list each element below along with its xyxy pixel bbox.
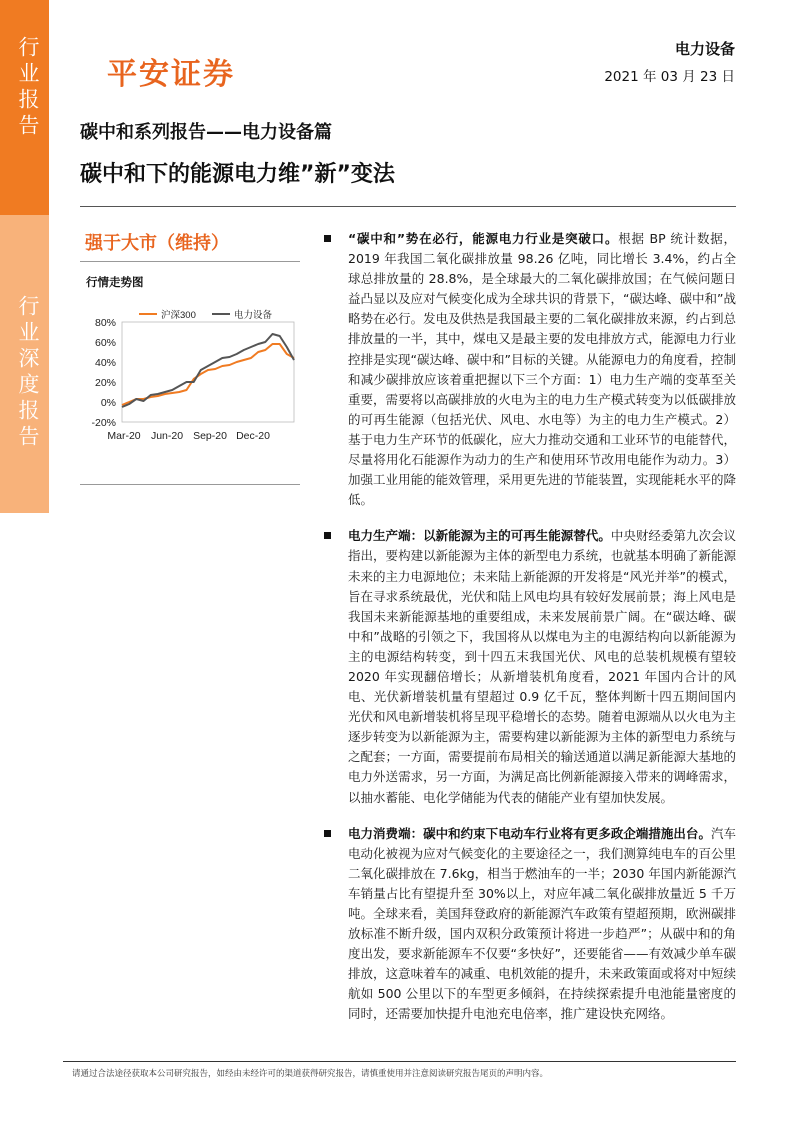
x-tick-label: Dec-20 xyxy=(236,430,270,442)
paragraph-3-lead: 电力消费端：碳中和约束下电动车行业将有更多政企端措施出台。 xyxy=(348,825,711,841)
plot-frame xyxy=(122,322,294,422)
paragraph-1-lead: “碳中和”势在必行，能源电力行业是突破口。 xyxy=(348,231,619,246)
bullet-icon xyxy=(324,830,331,837)
paragraph-3-text: 汽车电动化被视为应对气候变化的主要途径之一，我们测算纯电车的百公里二氧化碳排放在 7.6kg，相当于燃油车的一半；2030 年国内新能源汽车销量占比有望提升至 30%以上，对应年减二氧化碳排放量近 5 千万吨。全球来看，美国拜登政府的新能源汽车政策有望超预期，欧洲碳排放标准不断升级，国内双积分政策预计将进一步趋严”；从碳中和的角度出发，要求新能源车不仅要“多快好”，还要能省——有效减少单车碳排放，这意味着车的减重、电机效能的提升，未来政策面或将对中短续航如 500 公里以下的车型更多倾斜，在持续探索提升电池能量密度的同时，还需要加快提升电池充电倍率，推广建设快充网络。 xyxy=(348,825,736,1022)
rating-divider xyxy=(80,261,300,262)
x-tick-label: Jun-20 xyxy=(150,430,184,442)
legend-label: 沪深300 xyxy=(161,310,196,321)
y-tick-label: 0% xyxy=(100,397,116,409)
footer-disclaimer: 请通过合法途径获取本公司研究报告，如经由未经许可的渠道获得研究报告，请慎重使用并注意阅读研究报告尾页的声明内容。 xyxy=(72,1069,549,1079)
left-column-divider xyxy=(80,484,300,485)
paragraph-2-text: 中央财经委第九次会议指出，要构建以新能源为主体的新型电力系统，也就基本明确了新能源未来的主力电源地位；未来陆上新能源的开发将是“风光并举”的模式，旨在寻求系统最优，光伏和陆上风电均具有较好发展前景；海上风电是我国未来新能源基地的重要组成，未来发展前景广阔。在“碳达峰、碳中和”战略的引领之下，我国将从以煤电为主的电源结构向以新能源为主的电源结构转变，到十四五末我国光伏、风电的总装机规模有望较 2020 年实现翻倍增长；从新增装机角度看，2021 年国内合计的风电、光伏新增装机量有望超过 0.9 亿千瓦，整体判断十四五期间国内光伏和风电新增装机将呈现平稳增长的态势。随着电源端从以火电为主逐步转变为以新能源为主，需要构建以新能源为主体的新型电力系统与之配套；一方面，需要提前布局相关的输送通道以满足新能源大基地的电力外送需求，另一方面，为满足高比例新能源接入带来的调峰需求，以抽水蓄能、电化学储能为代表的储能产业有望加快发展。 xyxy=(348,528,736,805)
y-tick-label: 20% xyxy=(94,377,116,389)
x-tick-label: Mar-20 xyxy=(107,430,141,442)
paragraph-3 xyxy=(321,824,736,1025)
sidebar-bottom-label: 行业深度报告 xyxy=(16,295,40,451)
x-tick-label: Sep-20 xyxy=(193,430,227,442)
y-tick-label: 80% xyxy=(94,317,116,329)
rating-label: 强于大市（维持） xyxy=(85,233,229,254)
industry-label: 电力设备 xyxy=(674,40,735,58)
y-tick-label: -20% xyxy=(91,417,116,429)
company-logo: 平安证券 xyxy=(107,57,235,92)
trend-chart-svg xyxy=(84,300,304,450)
bullet-icon xyxy=(324,235,331,242)
sidebar-top-label: 行业报告 xyxy=(16,36,40,140)
footer-divider xyxy=(63,1061,736,1062)
sidebar-top xyxy=(0,0,49,215)
y-tick-label: 60% xyxy=(94,337,116,349)
title-divider xyxy=(80,206,736,207)
report-date: 2021 年 03 月 23 日 xyxy=(604,69,735,85)
legend-label: 电力设备 xyxy=(234,310,273,321)
chart-title: 行情走势图 xyxy=(86,275,144,289)
bullet-icon xyxy=(324,532,331,539)
paragraph-1 xyxy=(321,229,736,510)
series-title: 碳中和系列报告——电力设备篇 xyxy=(80,122,332,143)
paragraph-2-lead: 电力生产端：以新能源为主的可再生能源替代。 xyxy=(348,528,611,544)
series-line-hs300 xyxy=(122,344,294,405)
paragraph-1-text: 根据 BP 统计数据，2019 年我国二氧化碳排放量 98.26 亿吨，同比增长 3.4%，约占全球总排放量的 28.8%，是全球最大的二氧化碳排放国；在气候问题日益凸显以及应对气候变化成为全球共识的背景下，“碳达峰、碳中和”战略势在必行。发电及供热是我国最主要的二氧化碳排放来源，约占到总排放量的一半，其中，煤电又是最主要的发电排放方式，能源电力行业控排是实现“碳达峰、碳中和”目标的关键。从能源电力的角度看，控制和减少碳排放应该着重把握以下三个方面：1）电力生产端的变革至关重要，需要将以高碳排放的火电为主的电力生产模式转变为以低碳排放的可再生能源（包括光伏、风电、水电等）为主的电力生产模式。2）基于电力生产环节的低碳化，应大力推动交通和工业环节的电能替代，尽量将用化石能源作为动力的生产和使用环节改用电能作为动力。3）加强工业用能的能效管理，采用更先进的节能装置，实现能耗水平的降低。 xyxy=(348,231,737,508)
paragraph-2 xyxy=(321,526,736,807)
page-title: 碳中和下的能源电力维”新”变法 xyxy=(80,162,395,187)
y-tick-label: 40% xyxy=(94,357,116,369)
market-trend-chart xyxy=(84,300,304,450)
report-body xyxy=(321,229,736,1041)
sidebar-bottom xyxy=(0,215,49,513)
